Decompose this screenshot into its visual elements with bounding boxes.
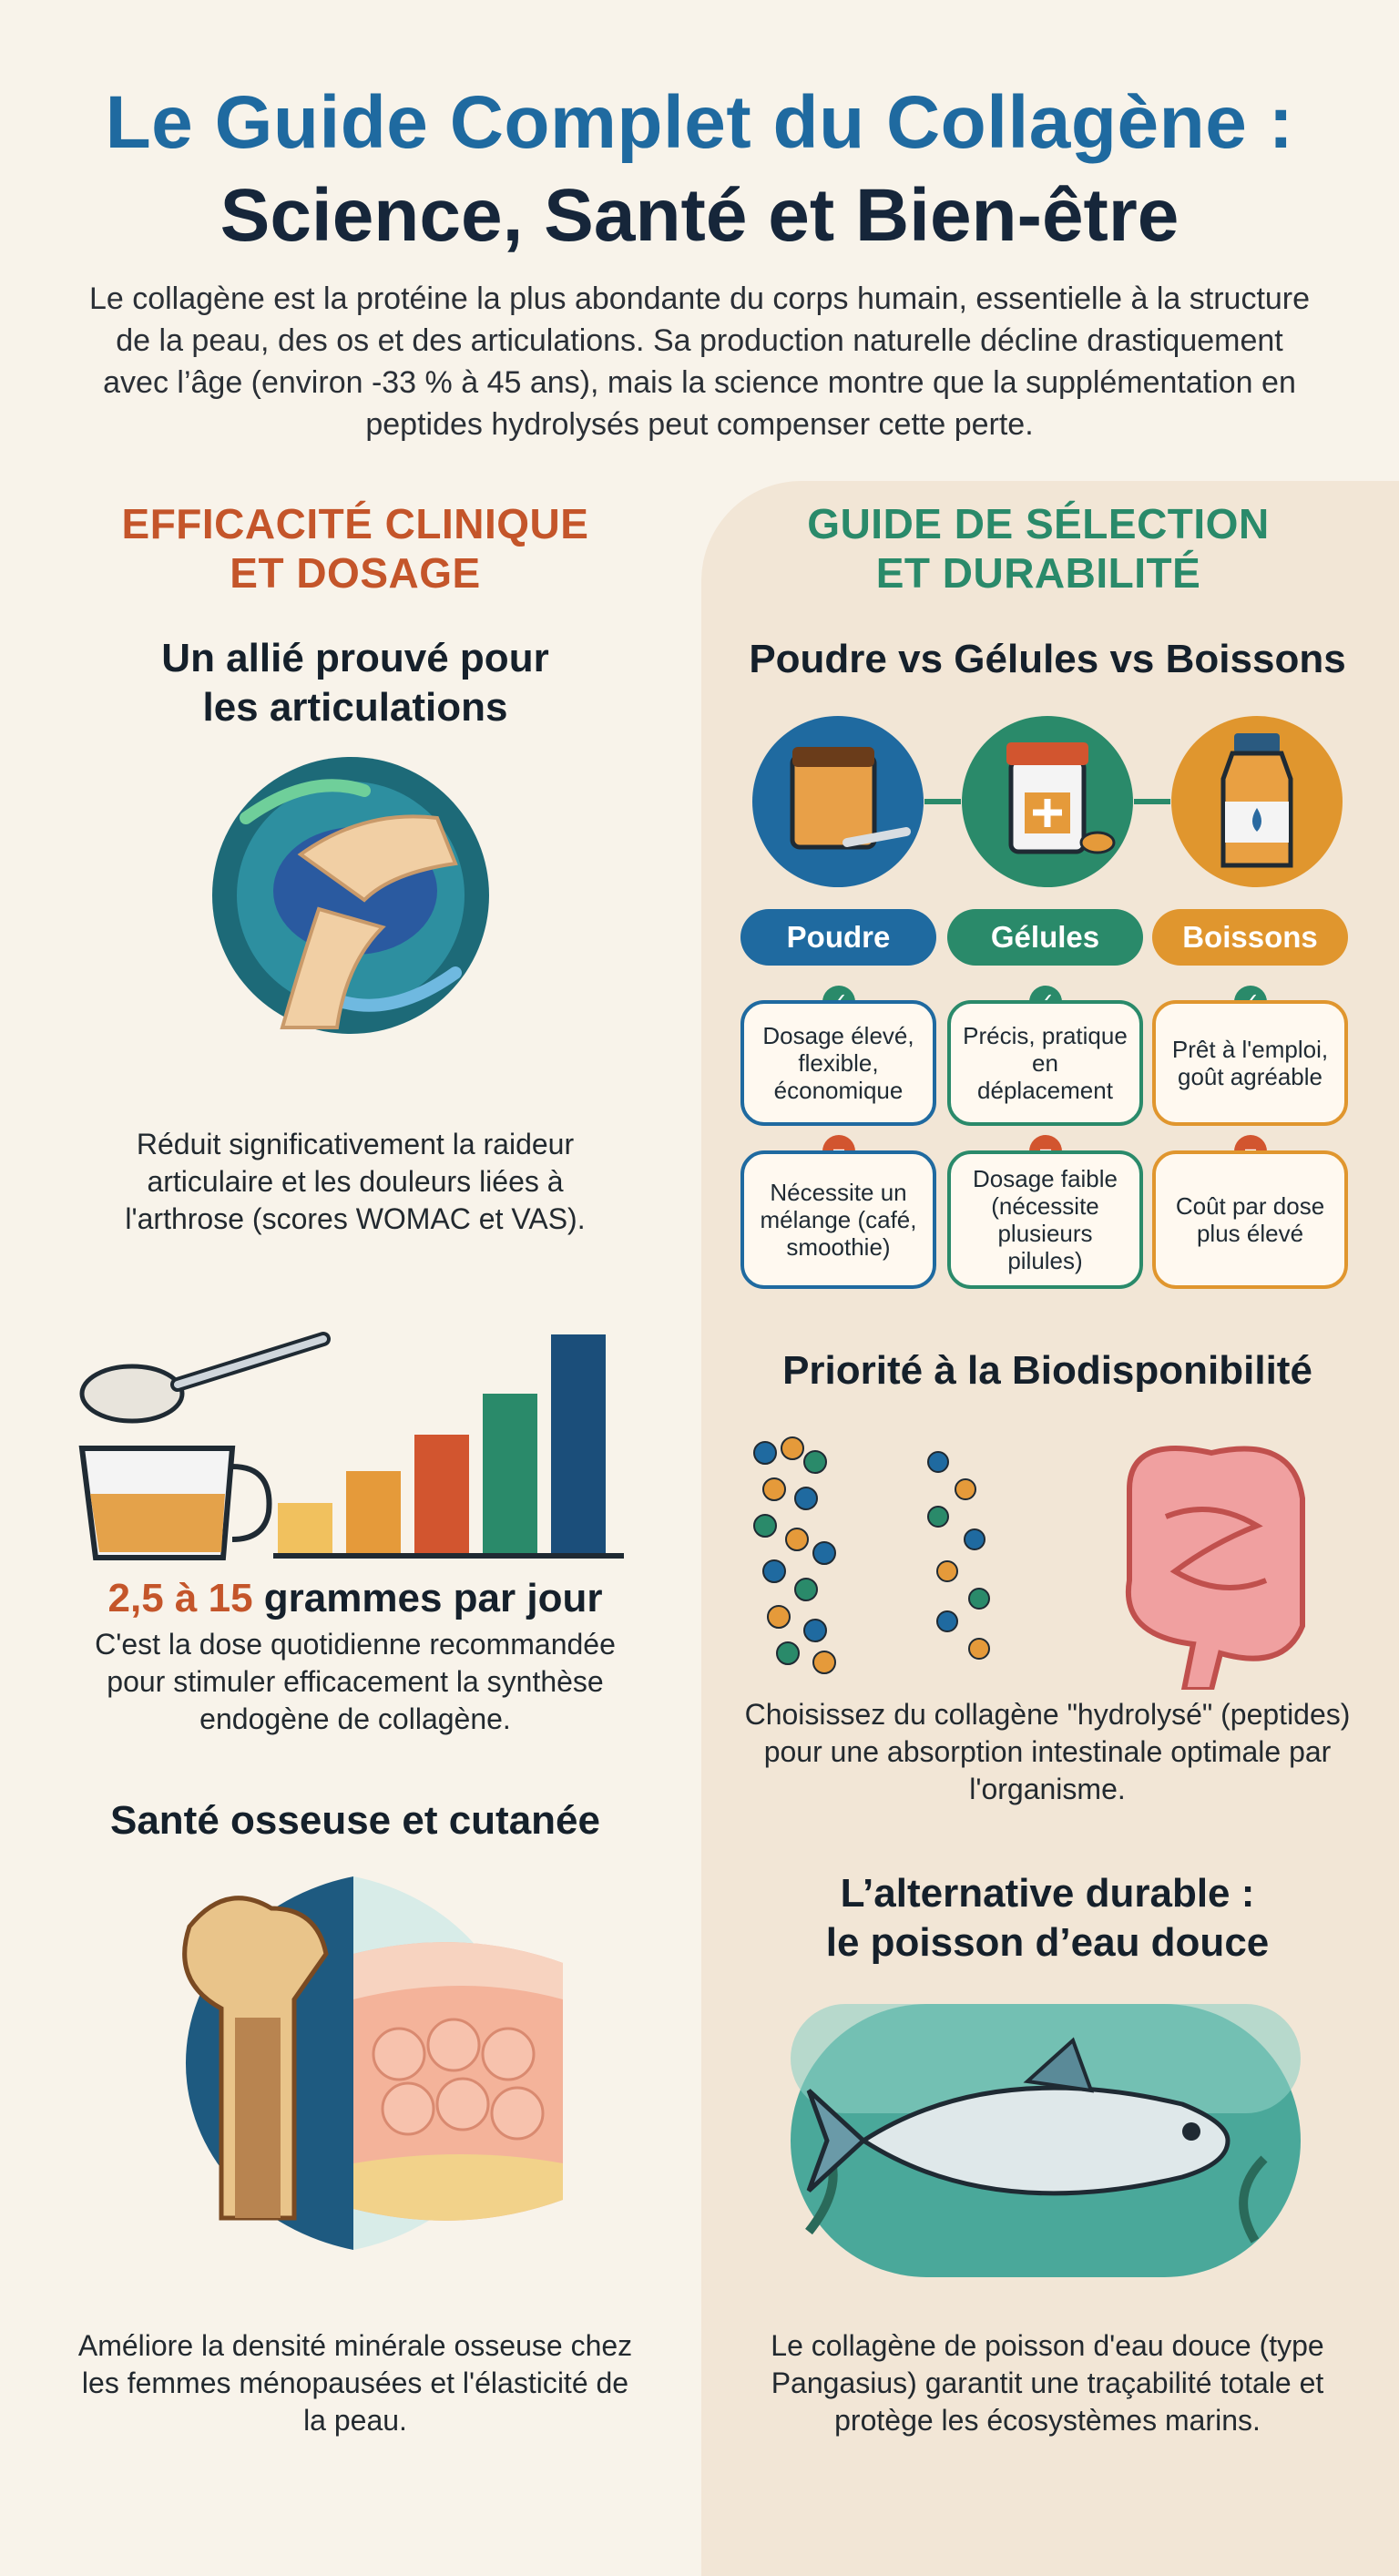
format-icons-row [751, 715, 1343, 888]
capsules-pro-box: Précis, pratique en déplacement [947, 1000, 1143, 1126]
page-title-line2: Science, Santé et Bien-être [220, 174, 1179, 257]
powder-jar-icon [752, 716, 924, 887]
joints-text: Réduit significativement la raideur articulaire et les douleurs liées à l'arthrose (scores WOMAC et VAS). [125, 1128, 586, 1235]
left-section-title: EFFICACITÉ CLINIQUE ET DOSAGE [121, 500, 589, 597]
drinks-con-box: Coût par dose plus élevé [1152, 1150, 1348, 1289]
intro-paragraph: Le collagène est la protéine la plus abondante du corps humain, essentielle à la structure de la peau, des os et des articulations. Sa production naturelle décline drastiquement avec l’âge (environ -33 % à 45 ans), mais la science montre que la supplémentation en peptides hydrolysés peut compenser cette perte. [88, 281, 1311, 442]
format-pill-capsules: Gélules [947, 909, 1143, 966]
powder-con-box: Nécessite un mélange (café, smoothie) [740, 1150, 936, 1289]
formats-title: Poudre vs Gélules vs Boissons [749, 637, 1346, 681]
joint-illustration [182, 754, 519, 1037]
joints-title: Un allié prouvé pour les articulations [161, 636, 549, 730]
drinks-pro-box: Prêt à l'emploi, goût agréable [1152, 1000, 1348, 1126]
sustainable-text: Le collagène de poisson d'eau douce (type Pangasius) garantit une traçabilité totale et protège les écosystèmes marins. [771, 2329, 1324, 2437]
bioavailability-text: Choisissez du collagène "hydrolysé" (peptides) pour une absorption intestinale optimale par l'organisme. [744, 1698, 1351, 1805]
dosage-text: C'est la dose quotidienne recommandée pour stimuler efficacement la synthèse endogène de collagène. [95, 1628, 616, 1735]
peptides-intestine-illustration [738, 1426, 1330, 1690]
capsules-con-box: Dosage faible (nécessite plusieurs pilules) [947, 1150, 1143, 1289]
dosage-highlight: 2,5 à 15 [107, 1576, 253, 1620]
drink-bottle-icon [1171, 716, 1343, 887]
page-title-line1: Le Guide Complet du Collagène : [105, 81, 1294, 164]
bone-skin-title: Santé osseuse et cutanée [109, 1798, 600, 1843]
format-pill-powder: Poudre [740, 909, 936, 966]
sustainable-title: L’alternative durable : le poisson d’eau douce [825, 1871, 1270, 1965]
bone-skin-text: Améliore la densité minérale osseuse chez les femmes ménopausées et l'élasticité de la peau. [77, 2329, 633, 2437]
dosage-chart-illustration [77, 1330, 633, 1571]
format-pill-drinks: Boissons [1152, 909, 1348, 966]
bioavailability-title: Priorité à la Biodisponibilité [782, 1348, 1312, 1393]
pill-bottle-icon [962, 716, 1133, 887]
right-section-title: GUIDE DE SÉLECTION ET DURABILITÉ [807, 500, 1270, 597]
powder-pro-box: Dosage élevé, flexible, économique [740, 1000, 936, 1126]
bone-skin-illustration [135, 1872, 572, 2254]
dosage-title: 2,5 à 15 grammes par jour [107, 1576, 603, 1620]
fish-illustration [791, 2004, 1301, 2277]
